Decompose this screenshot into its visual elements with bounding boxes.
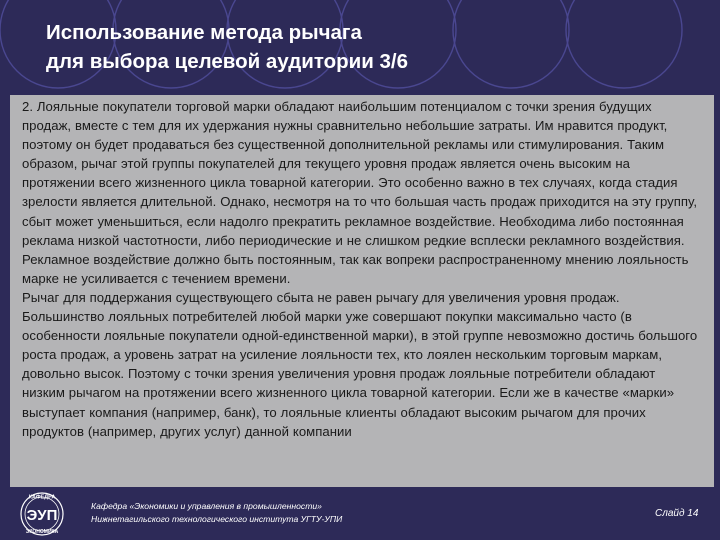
slide-number: Слайд 14 bbox=[655, 508, 699, 519]
logo-top-text: КАФЕДРА bbox=[28, 494, 56, 501]
footer-line-1: Кафедра «Экономики и управления в промышленности» bbox=[91, 501, 322, 511]
logo-bottom-text: ЭКОНОМИКА bbox=[25, 529, 59, 535]
logo-main-text: ЭУП bbox=[26, 507, 58, 524]
body-paragraph-1: 2. Лояльные покупатели торговой марки обладают наибольшим потенциалом с точки зрения будущих продаж, вместе с тем для их удержания нужны сравнительно небольшие затраты. Им нравится продукт, поэтому он будет продаваться без существенной дополнительной рекламы или стимулирования. Таким образом, рычаг этой группы покупателей для текущего уровня продаж является очень высоким на протяжении всего жизненного цикла товарной категории. Это особенно важно в тех случаях, когда стадия зрелости является длительной. Однако, несмотря на то что большая часть продаж приходится на эту группу, сбыт может уменьшиться, если надолго прекратить рекламное воздействие. Необходима либо постоянная реклама низкой частотности, либо периодические и не слишком редкие всплески рекламного воздействия. Рекламное воздействие должно быть постоянным, так как вопреки распространенному мнению лояльность марке не усиливается с течением времени. bbox=[22, 99, 697, 286]
footer-department bbox=[91, 500, 342, 526]
body-paragraph-2: Рычаг для поддержания существующего сбыта не равен рычагу для увеличения уровня продаж. Большинство лояльных потребителей любой марки уже совершают покупки максимально часто (в особенности лояльные покупатели одной-единственной марки), в этой группе невозможно достичь большого роста продаж, а уровень затрат на усиление лояльности тех, кто лоялен нескольким торговым маркам, довольно высок. Поэтому с точки зрения увеличения уровня продаж лояльные потребители обладают низким рычагом на протяжении всего жизненного цикла товарной категории. Если же в качестве «марки» выступает компания (например, банк), то лояльные клиенты обладают высоким рычагом для прочих продуктов (например, других услуг) данной компании bbox=[22, 289, 698, 439]
body-text bbox=[10, 97, 700, 441]
slide-title-line-1: Использование метода рычага bbox=[46, 21, 362, 44]
slide-title bbox=[46, 18, 646, 76]
footer-line-2: Нижнетагильского технологического института УГТУ-УПИ bbox=[91, 514, 343, 524]
slide-title-line-2: для выбора целевой аудитории 3/6 bbox=[46, 50, 409, 73]
department-logo bbox=[10, 491, 74, 537]
